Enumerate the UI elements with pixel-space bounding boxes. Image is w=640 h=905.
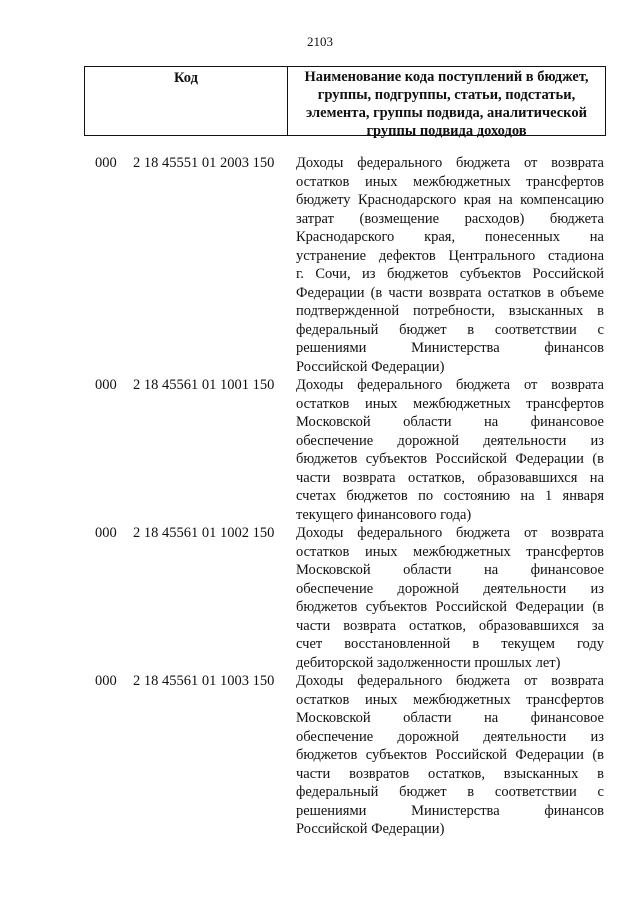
header-name-line: группы подвида доходов bbox=[366, 123, 527, 139]
description-line: обеспечение дорожной деятельности из bbox=[296, 432, 604, 449]
description-line: части возврата остатков, образовавшихся на bbox=[296, 469, 604, 486]
description-line: устранение дефектов Центрального стадиона bbox=[296, 247, 604, 264]
description-line: дебиторской задолженности прошлых лет) bbox=[296, 654, 561, 671]
table-row bbox=[0, 524, 640, 672]
description-line: Московской области на финансовое bbox=[296, 710, 604, 726]
description-line: бюджетов субъектов Российской Федерации (в bbox=[296, 599, 604, 615]
description-line: бюджету Краснодарского края на компенсацию bbox=[296, 192, 604, 208]
description-line: Российской Федерации) bbox=[296, 358, 445, 375]
description-line: остатков иных межбюджетных трансфертов bbox=[296, 395, 604, 412]
description-line: обеспечение дорожной деятельности из bbox=[296, 728, 604, 745]
description-line: Доходы федерального бюджета от возврата bbox=[296, 525, 604, 541]
header-name-label bbox=[288, 67, 606, 139]
description-line: подтвержденной потребности, взысканных в bbox=[296, 303, 604, 319]
table-header bbox=[84, 66, 606, 139]
revenue-description bbox=[296, 524, 604, 672]
admin-code: 000 bbox=[95, 525, 117, 541]
description-line: части возвратов остатков, взысканных в bbox=[296, 765, 604, 782]
admin-code: 000 bbox=[95, 377, 117, 393]
page-number: 2103 bbox=[307, 34, 333, 49]
description-line: г. Сочи, из бюджетов субъектов Российской bbox=[296, 266, 604, 282]
description-line: остатков иных межбюджетных трансфертов bbox=[296, 543, 604, 560]
header-name-line: элемента, группы подвида, аналитической bbox=[306, 105, 587, 121]
revenue-description bbox=[296, 376, 604, 524]
description-line: федеральный бюджет в соответствии с bbox=[296, 784, 604, 800]
description-line: Московской области на финансовое bbox=[296, 562, 604, 578]
description-line: остатков иных межбюджетных трансфертов bbox=[296, 691, 604, 708]
description-line: Российской Федерации) bbox=[296, 821, 445, 837]
revenue-description bbox=[296, 154, 604, 376]
description-line: бюджетов субъектов Российской Федерации (в bbox=[296, 747, 604, 763]
description-line: Доходы федерального бюджета от возврата bbox=[296, 673, 604, 689]
description-line: Краснодарского края, понесенных на bbox=[296, 229, 604, 245]
description-line: федеральный бюджет в соответствии с bbox=[296, 321, 604, 338]
description-line: Доходы федерального бюджета от возврата bbox=[296, 155, 604, 171]
description-line: текущего финансового года) bbox=[296, 506, 472, 523]
admin-code: 000 bbox=[95, 155, 117, 171]
admin-code: 000 bbox=[95, 673, 117, 689]
table-row bbox=[0, 154, 640, 376]
revenue-description bbox=[296, 672, 604, 839]
description-line: счет восстановленной в текущем году bbox=[296, 636, 604, 652]
description-line: обеспечение дорожной деятельности из bbox=[296, 580, 604, 597]
description-line: бюджетов субъектов Российской Федерации (в bbox=[296, 451, 604, 467]
description-line: части возврата остатков, образовавшихся за bbox=[296, 617, 604, 634]
description-line: остатков иных межбюджетных трансфертов bbox=[296, 173, 604, 190]
revenue-code: 2 18 45561 01 1002 150 bbox=[133, 525, 275, 541]
entries-list bbox=[0, 154, 640, 839]
description-line: решениями Министерства финансов bbox=[296, 340, 604, 356]
description-line: затрат (возмещение расходов) бюджета bbox=[296, 210, 604, 227]
table-row bbox=[0, 376, 640, 524]
revenue-code: 2 18 45551 01 2003 150 bbox=[133, 155, 275, 171]
description-line: Федерации (в части возврата остатков в объеме bbox=[296, 284, 604, 301]
header-code-label: Код bbox=[84, 67, 288, 135]
description-line: счетах бюджетов по состоянию на 1 января bbox=[296, 488, 604, 504]
description-line: Московской области на финансовое bbox=[296, 414, 604, 430]
header-name-line: Наименование кода поступлений в бюджет, bbox=[304, 69, 589, 85]
revenue-code: 2 18 45561 01 1001 150 bbox=[133, 377, 275, 393]
header-name-line: группы, подгруппы, статьи, подстатьи, bbox=[317, 87, 576, 103]
description-line: Доходы федерального бюджета от возврата bbox=[296, 377, 604, 393]
table-row bbox=[0, 672, 640, 839]
revenue-code: 2 18 45561 01 1003 150 bbox=[133, 673, 275, 689]
description-line: решениями Министерства финансов bbox=[296, 802, 604, 819]
